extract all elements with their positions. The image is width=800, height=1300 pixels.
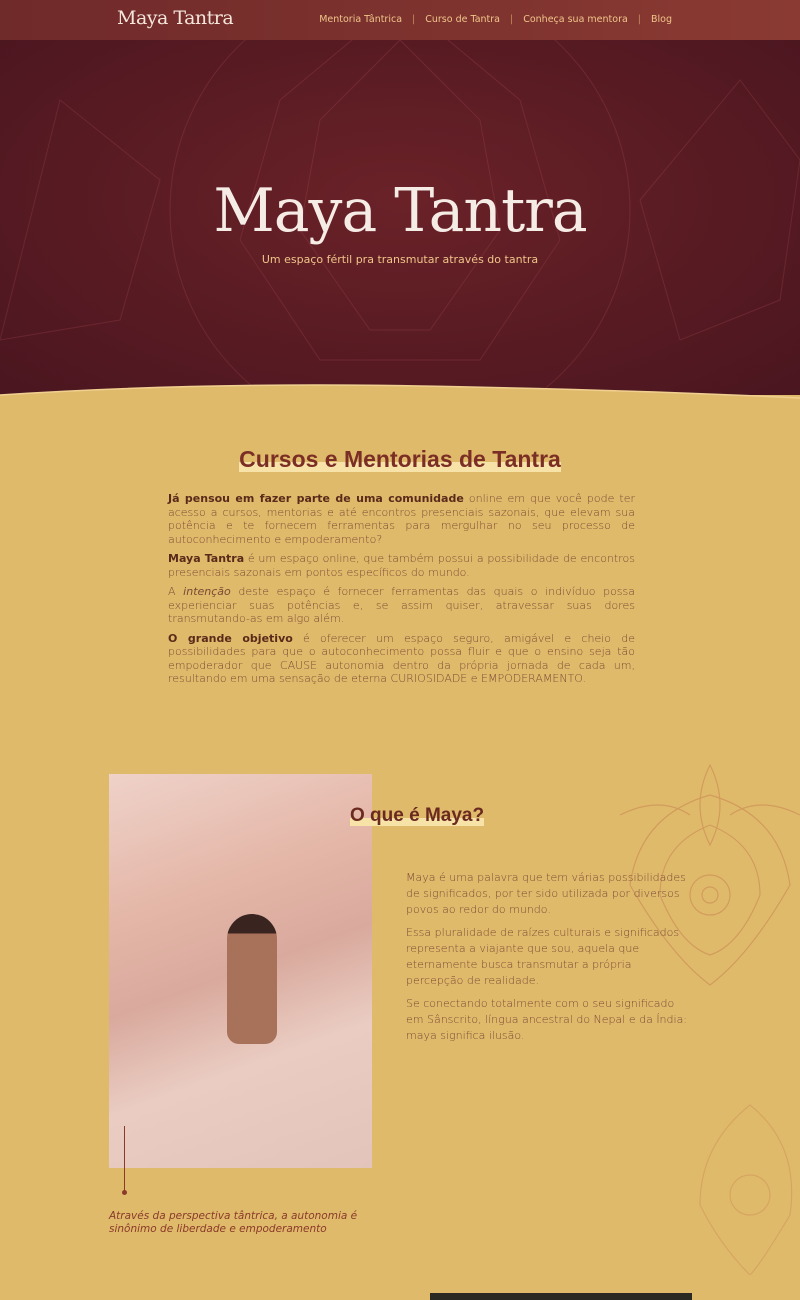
nav-item-blog[interactable]: Blog: [651, 14, 672, 25]
courses-paragraph: [168, 632, 635, 686]
courses-description: [168, 492, 635, 692]
maya-paragraph: Maya é uma palavra que tem várias possibilidades de significados, por ter sido utilizada por diversos povos ao redor do mundo.: [406, 871, 686, 916]
nav-item-mentoria[interactable]: Mentoria Tântrica: [319, 14, 403, 25]
maya-description: [406, 870, 691, 1051]
maya-title: [350, 805, 484, 827]
text: online em que você pode ter acesso a cursos, mentorias e até encontros presenciais sazonais, que elevam sua potência e te fornecem ferramentas para mergulhar no seu processo de autoconhecimento e empoderamento?: [168, 492, 636, 546]
top-nav: [0, 0, 800, 40]
hero-banner: [0, 40, 800, 395]
photo-woman-in-canyon: [109, 774, 372, 1168]
emphasis: Maya Tantra: [168, 552, 245, 565]
nav-divider: |: [510, 14, 514, 25]
nav-menu: [309, 14, 682, 25]
courses-title: [0, 446, 800, 473]
nav-divider: |: [637, 14, 641, 25]
person-figure: [227, 914, 277, 1044]
logo[interactable]: Maya Tantra: [117, 7, 234, 29]
wave-divider: [0, 380, 800, 410]
courses-paragraph: [168, 492, 635, 546]
nav-item-mentora[interactable]: Conheça sua mentora: [523, 14, 628, 25]
next-section-image: [430, 1293, 692, 1300]
emphasis: O grande objetivo: [168, 631, 293, 645]
courses-paragraph: [168, 552, 635, 579]
emphasis: intenção: [183, 585, 231, 598]
decorative-dot: [122, 1190, 127, 1195]
decorative-line: [124, 1126, 125, 1192]
nav-item-curso[interactable]: Curso de Tantra: [425, 14, 500, 25]
text: é oferecer um espaço seguro, amigável e cheio de possibilidades para que o autoconhecimento possa fluir e que o ensino seja tão empoderador que CAUSE autonomia dentro da própria jornada de cada um, resultando em uma sensação de eterna CURIOSIDADE e EMPODERAMENTO.: [168, 631, 635, 685]
maya-title-text: O que é Maya?: [350, 805, 485, 826]
hero-title: Maya Tantra: [213, 176, 587, 246]
courses-paragraph: [168, 585, 635, 626]
courses-title-text: Cursos e Mentorias de Tantra: [239, 446, 561, 472]
nav-divider: |: [412, 14, 416, 25]
emphasis: Já pensou em fazer parte de uma comunidade: [168, 492, 464, 505]
text: é um espaço online, que também possui a possibilidade de encontros presenciais sazonais em pontos específicos do mundo.: [168, 552, 635, 579]
text: A: [168, 585, 184, 598]
maya-paragraph: Essa pluralidade de raízes culturais e significados representa a viajante que sou, aquela que eternamente busca transmutar a própria percepção de realidade.: [406, 926, 680, 987]
maya-paragraph: Se conectando totalmente com o seu significado em Sânscrito, língua ancestral do Nepal e da Índia: maya significa ilusão.: [406, 997, 688, 1042]
text: deste espaço é fornecer ferramentas das quais o indivíduo possa experienciar suas potências e, se assim quiser, atravessar suas dores transmutando-as em algo além.: [168, 585, 635, 625]
hero-subtitle: Um espaço fértil pra transmutar através do tantra: [261, 253, 539, 266]
mandala-decoration-icon: [660, 1095, 800, 1275]
quote-caption: Através da perspectiva tântrica, a autonomia é sinônimo de liberdade e empoderamento: [109, 1210, 358, 1235]
